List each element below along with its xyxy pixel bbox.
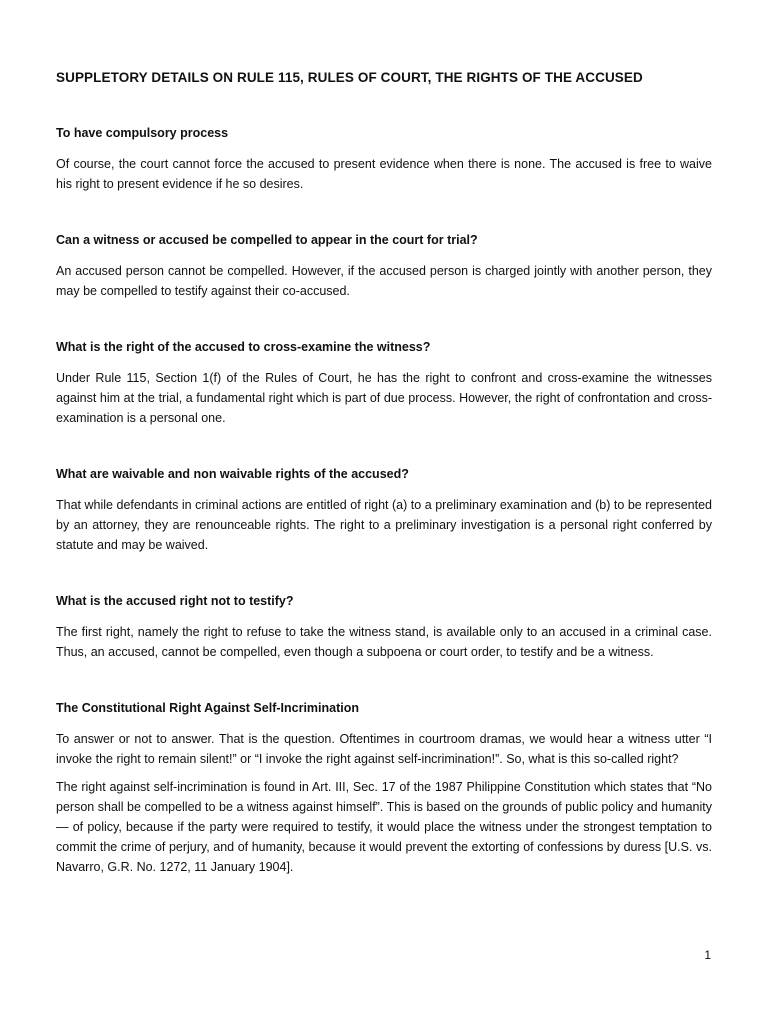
section-paragraph: The right against self-incrimination is found in Art. III, Sec. 17 of the 1987 Philippine Constitution which states that “No person shall be compelled to be a witness against himself”. This is based on the grounds of public policy and humanity — of policy, because if the party were required to testify, it would place the witness under the strongest temptation to commit the crime of perjury, and of humanity, because it would prevent the extorting of confessions by duress [U.S. vs. Navarro, G.R. No. 1272, 11 January 1904].	[56, 780, 712, 874]
document-page	[56, 70, 712, 885]
section-compelled-to-appear	[56, 232, 712, 301]
section-waivable-rights	[56, 466, 712, 555]
section-paragraph: Of course, the court cannot force the accused to present evidence when there is none. The accused is free to waive his right to present evidence if he so desires.	[56, 157, 712, 191]
section-paragraph: To answer or not to answer. That is the question. Oftentimes in courtroom dramas, we would hear a witness utter “I invoke the right to remain silent!” or “I invoke the right against self-incrimination!”. So, what is this so-called right?	[56, 732, 712, 766]
section-right-not-to-testify	[56, 593, 712, 662]
section-heading: Can a witness or accused be compelled to appear in the court for trial?	[56, 233, 478, 247]
section-paragraph: Under Rule 115, Section 1(f) of the Rules of Court, he has the right to confront and cross-examine the witnesses against him at the trial, a fundamental right which is part of due process. However, the right of confrontation and cross- examination is a personal one.	[56, 371, 712, 425]
page-number: 1	[704, 948, 711, 962]
section-heading: What is the right of the accused to cross-examine the witness?	[56, 340, 431, 354]
section-compulsory-process	[56, 125, 712, 194]
section-heading: To have compulsory process	[56, 126, 229, 140]
section-paragraph: An accused person cannot be compelled. However, if the accused person is charged jointly with another person, they may be compelled to testify against their co-accused.	[56, 264, 712, 298]
section-paragraph: That while defendants in criminal actions are entitled of right (a) to a preliminary examination and (b) to be represented by an attorney, they are renounceable rights. The right to a preliminary investigation is a personal right conferred by statute and may be waived.	[56, 498, 712, 552]
document-title: SUPPLETORY DETAILS ON RULE 115, RULES OF COURT, THE RIGHTS OF THE ACCUSED	[56, 70, 643, 85]
section-self-incrimination	[56, 700, 712, 877]
section-paragraph: The first right, namely the right to refuse to take the witness stand, is available only to an accused in a criminal case. Thus, an accused, cannot be compelled, even though a subpoena or court order, to testify and be a witness.	[56, 625, 712, 659]
section-heading: The Constitutional Right Against Self-Incrimination	[56, 701, 360, 715]
section-cross-examine	[56, 339, 712, 428]
section-heading: What are waivable and non waivable rights of the accused?	[56, 467, 409, 481]
section-heading: What is the accused right not to testify?	[56, 594, 294, 608]
